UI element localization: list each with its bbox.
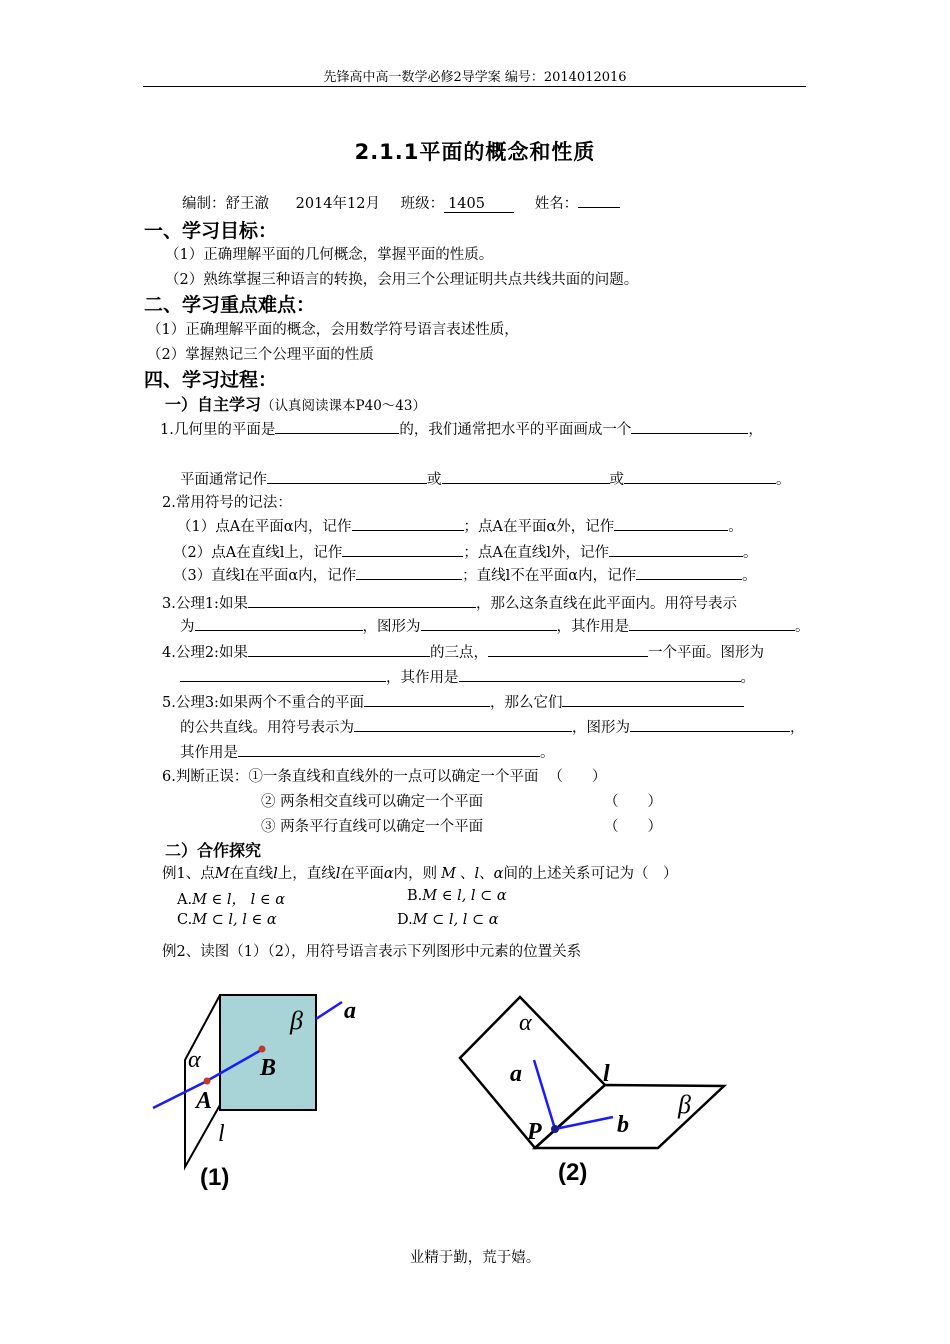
blank[interactable] <box>356 564 462 580</box>
point-P <box>551 1125 559 1133</box>
example1: 例1、点M在直线l上，直线l在平面α内，则 M 、l、α间的上述关系可记为（ ） <box>162 866 678 882</box>
figure-2 <box>460 997 724 1186</box>
blank[interactable] <box>248 641 430 657</box>
date: 2014年12月 <box>295 196 380 212</box>
name-blank[interactable] <box>578 192 620 208</box>
q1-line2: 平面通常记作 或 或 。 <box>180 468 791 489</box>
goal-1: （1）正确理解平面的几何概念，掌握平面的性质。 <box>165 247 494 263</box>
label-beta-1: β <box>290 1006 303 1035</box>
line-a-1-end <box>316 1002 342 1019</box>
blank[interactable] <box>631 418 748 434</box>
q5-line1: 5.公理3:如果两个不重合的平面 ，那么它们 <box>162 691 744 712</box>
blank[interactable] <box>624 468 776 484</box>
blank[interactable] <box>609 541 743 557</box>
blank[interactable] <box>275 418 399 434</box>
label-B: B <box>260 1055 277 1081</box>
blank[interactable] <box>562 691 744 707</box>
blank[interactable] <box>238 741 540 757</box>
name-label: 姓名： <box>534 196 579 212</box>
blank[interactable] <box>488 641 648 657</box>
q2-item1: （1）点A在平面α内，记作 ；点A在平面α外，记作 。 <box>177 515 743 536</box>
page-header: 先锋高中高一数学必修2导学案 编号：2014012016 <box>323 70 627 85</box>
point-B <box>259 1046 266 1053</box>
q2-item2: （2）点A在直线l上，记作 ；点A在直线l外，记作 。 <box>173 541 757 562</box>
editor: 编制：舒王澈 <box>182 196 269 212</box>
q5-line3: 其作用是 。 <box>180 741 555 762</box>
part2-title: 二）合作探究 <box>165 841 262 860</box>
blank[interactable] <box>180 666 386 682</box>
q4-line2: ，其作用是 。 <box>180 666 755 687</box>
label-A: A <box>196 1088 213 1114</box>
blank[interactable] <box>342 541 463 557</box>
blank[interactable] <box>636 564 742 580</box>
page-title: 2.1.1平面的概念和性质 <box>354 140 596 164</box>
blank[interactable] <box>364 691 490 707</box>
judge-paren[interactable]: （ ） <box>604 794 662 810</box>
q2-heading: 2.常用符号的记法： <box>162 495 292 511</box>
q5-line2: 的公共直线。用符号表示为 ，图形为 ， <box>180 716 805 737</box>
label-beta-2: β <box>678 1090 691 1119</box>
part1-title: 一）自主学习（认真阅读课本P40～43） <box>165 395 426 414</box>
blank[interactable] <box>459 666 741 682</box>
meta-line <box>182 192 620 213</box>
blank[interactable] <box>267 468 427 484</box>
point-A <box>204 1078 211 1085</box>
q6-item3: ③ 两条平行直线可以确定一个平面 （ ） <box>261 819 662 835</box>
blank[interactable] <box>248 592 476 608</box>
class-label: 班级： <box>400 196 445 212</box>
q4-line1: 4.公理2:如果 的三点， 一个平面。图形为 <box>162 641 764 662</box>
q3-line1: 3.公理1:如果 ，那么这条直线在此平面内。用符号表示 <box>162 592 737 613</box>
option-d[interactable]: D.M ⊂ l, l ⊂ α <box>397 912 499 928</box>
blank[interactable] <box>354 716 572 732</box>
judge-paren[interactable]: （ ） <box>548 769 607 785</box>
figure-1-caption: (1) <box>200 1164 230 1191</box>
option-c[interactable]: C.M ⊂ l, l ∈ α <box>177 912 277 928</box>
q3-line2: 为 ，图形为 ，其作用是 。 <box>180 615 810 636</box>
option-b[interactable]: B.M ∈ l, l ⊂ α <box>407 888 507 904</box>
header-rule <box>143 86 806 87</box>
q1-line1: 1.几何里的平面是 的，我们通常把水平的平面画成一个 ， <box>160 418 763 439</box>
option-a[interactable]: A.M ∈ l， l ∈ α <box>177 892 286 908</box>
blank[interactable] <box>630 716 790 732</box>
part1-note: （认真阅读课本P40～43） <box>261 398 426 414</box>
label-P: P <box>527 1119 542 1145</box>
section4-heading: 四、学习过程： <box>144 369 278 391</box>
blank[interactable] <box>442 468 610 484</box>
q6-item1: 6.判断正误：①一条直线和直线外的一点可以确定一个平面 （ ） <box>162 769 607 785</box>
key-point-1: （1）正确理解平面的概念，会用数学符号语言表述性质， <box>147 322 519 338</box>
goal-2: （2）熟练掌握三种语言的转换，会用三个公理证明共点共线共面的问题。 <box>165 272 639 288</box>
section2-heading: 二、学习重点难点： <box>144 294 316 316</box>
figure-1 <box>153 995 356 1191</box>
geometry-figures <box>140 985 740 1200</box>
blank[interactable] <box>421 615 557 631</box>
label-a-2: a <box>510 1061 522 1087</box>
label-l-1: l <box>218 1121 225 1147</box>
q2-item3: （3）直线l在平面α内，记作 ；直线l不在平面α内，记作 。 <box>173 564 757 585</box>
judge-paren[interactable]: （ ） <box>604 819 662 835</box>
blank[interactable] <box>195 615 363 631</box>
blank[interactable] <box>352 515 464 531</box>
label-alpha-1: α <box>188 1047 201 1073</box>
label-alpha-2: α <box>519 1010 532 1036</box>
q6-item2: ② 两条相交直线可以确定一个平面 （ ） <box>261 794 662 810</box>
label-a-1: a <box>344 998 356 1024</box>
blank[interactable] <box>614 515 728 531</box>
section1-heading: 一、学习目标： <box>144 220 278 242</box>
blank[interactable] <box>629 615 795 631</box>
plane-alpha-1 <box>185 995 220 1167</box>
class-value: 1405 <box>444 196 514 213</box>
key-point-2: （2）掌握熟记三个公理平面的性质 <box>147 347 374 363</box>
figure-2-caption: (2) <box>558 1159 588 1186</box>
label-b-2: b <box>617 1112 629 1138</box>
page-footer: 业精于勤，荒于嬉。 <box>409 1250 541 1266</box>
label-l-2: l <box>603 1061 610 1087</box>
example2: 例2、读图（1）（2），用符号语言表示下列图形中元素的位置关系 <box>162 944 582 960</box>
